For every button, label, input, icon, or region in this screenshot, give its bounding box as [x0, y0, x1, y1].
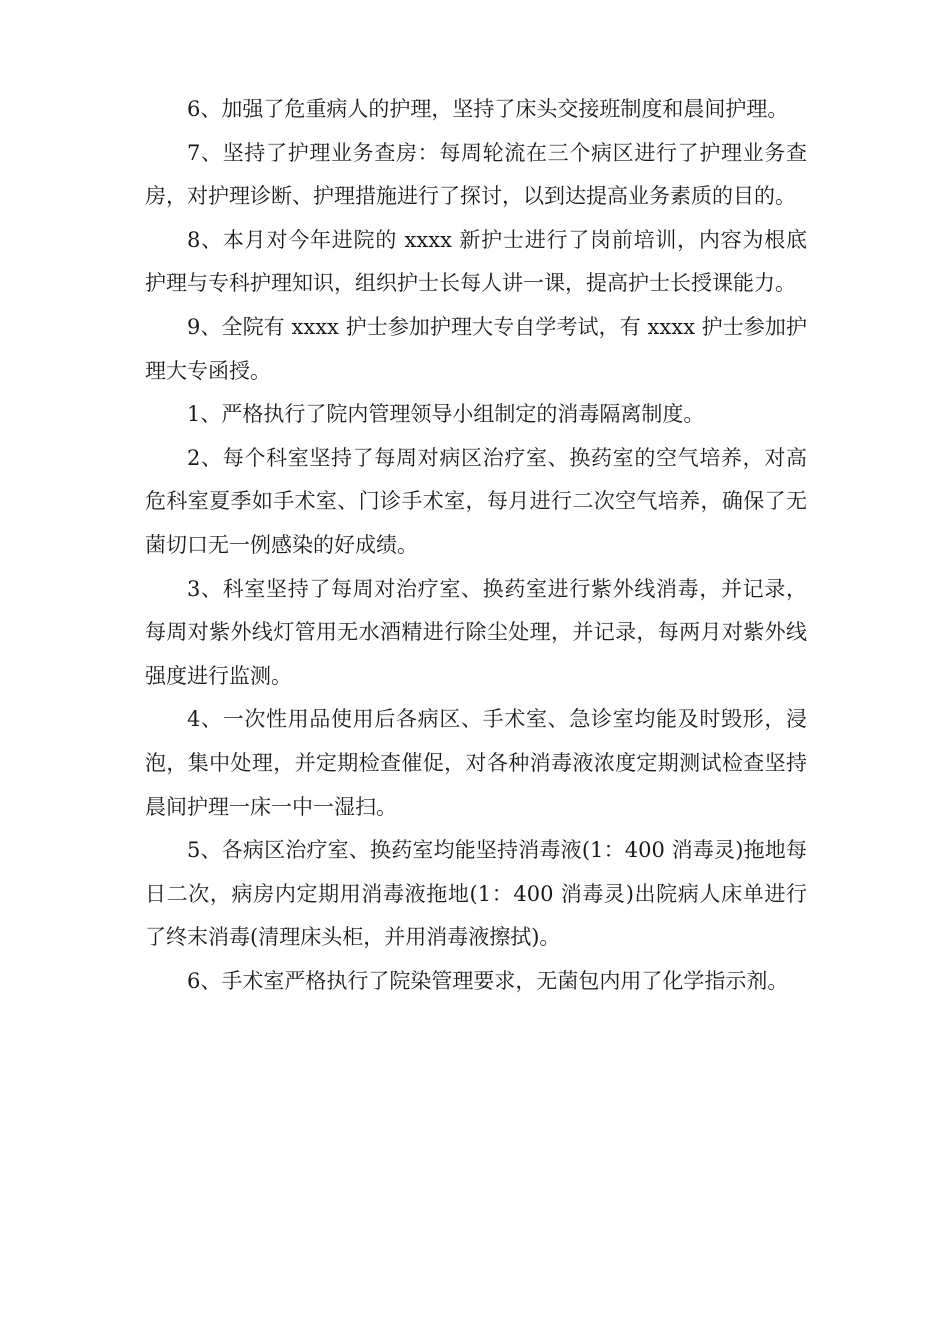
paragraph-5-floor-disinfection: 5、各病区治疗室、换药室均能坚持消毒液(1：400 消毒灵)拖地每日二次，病房内定期用消毒液拖地(1：400 消毒灵)出院病人床单进行了终末消毒(清理床头柜，并用消毒液擦拭)。 — [145, 838, 807, 950]
paragraph-6-critical-care: 6、加强了危重病人的护理，坚持了床头交接班制度和晨间护理。 — [187, 97, 789, 121]
paragraph-9-exams: 9、全院有 xxxx 护士参加护理大专自学考试，有 xxxx 护士参加护理大专函授。 — [145, 314, 807, 383]
paragraph-2-air-culture: 2、每个科室坚持了每周对病区治疗室、换药室的空气培养，对高危科室夏季如手术室、门诊手术室，每月进行二次空气培养，确保了无菌切口无一例感染的好成绩。 — [145, 445, 807, 557]
paragraph-4-disposables: 4、一次性用品使用后各病区、手术室、急诊室均能及时毁形，浸泡，集中处理，并定期检查催促，对各种消毒液浓度定期测试检查坚持晨间护理一床一中一湿扫。 — [145, 707, 807, 819]
paragraph-6-operating-room: 6、手术室严格执行了院染管理要求，无菌包内用了化学指示剂。 — [187, 968, 789, 993]
paragraph-3-uv-disinfection: 3、科室坚持了每周对治疗室、换药室进行紫外线消毒，并记录，每周对紫外线灯管用无水酒精进行除尘处理，并记录，每两月对紫外线强度进行监测。 — [145, 576, 807, 688]
document-body — [145, 88, 807, 1003]
paragraph-1-disinfection-policy: 1、严格执行了院内管理领导小组制定的消毒隔离制度。 — [187, 402, 705, 427]
paragraph-8-training: 8、本月对今年进院的 xxxx 新护士进行了岗前培训，内容为根底护理与专科护理知识，组织护士长每人讲一课，提高护士长授课能力。 — [145, 227, 807, 296]
paragraph-7-ward-rounds: 7、坚持了护理业务查房：每周轮流在三个病区进行了护理业务查房，对护理诊断、护理措施进行了探讨，以到达提高业务素质的目的。 — [145, 140, 807, 209]
